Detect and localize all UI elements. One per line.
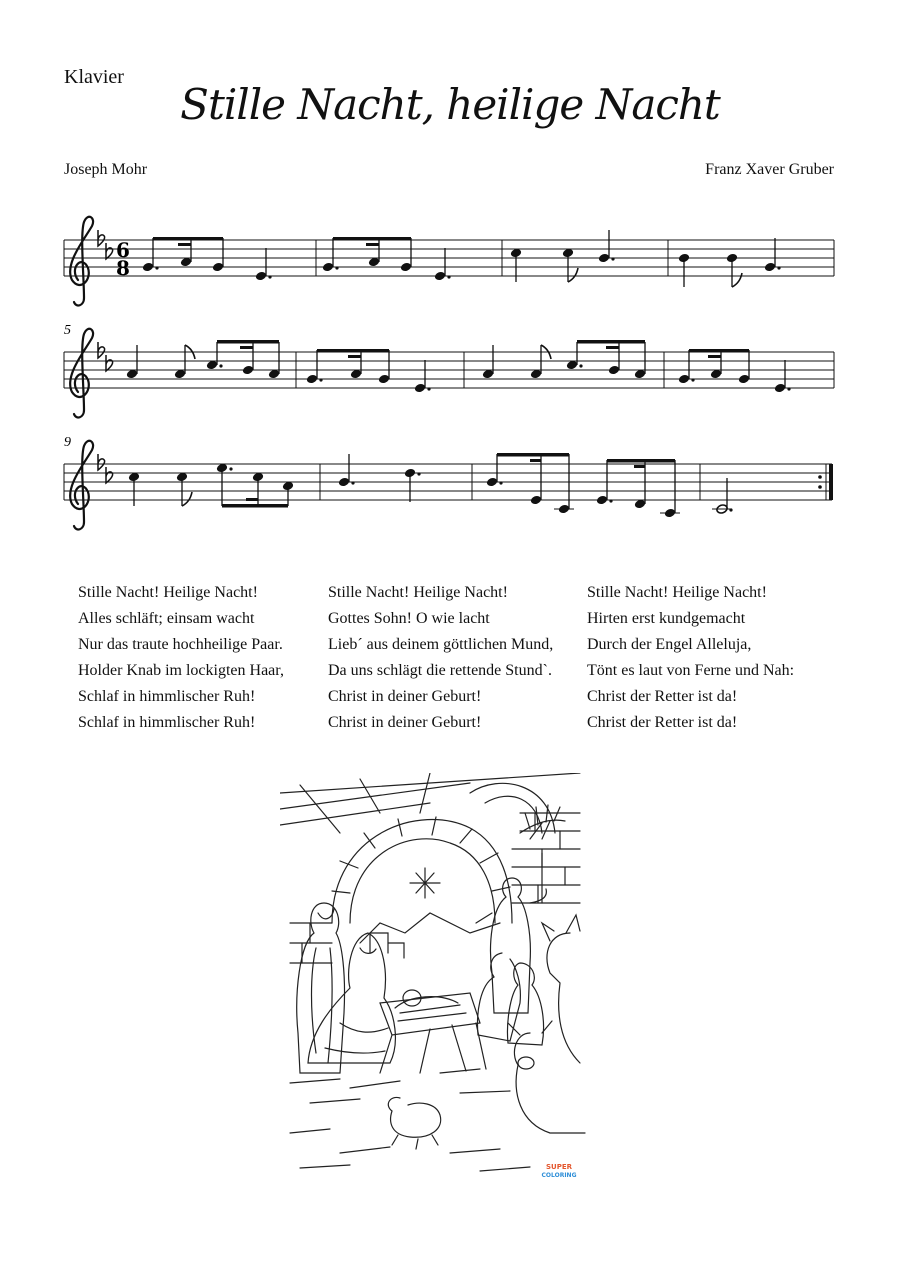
- measure-9: [128, 463, 294, 508]
- lyric-line: Gottes Sohn! O wie lacht: [328, 610, 490, 627]
- lyric-line: Stille Nacht! Heilige Nacht!: [78, 584, 258, 601]
- lyric-line: Schlaf in himmlischer Ruh!: [78, 688, 256, 705]
- lyricist-name: Joseph Mohr: [64, 161, 148, 178]
- measure-number-5: 5: [64, 323, 71, 338]
- nativity-illustration: [280, 773, 590, 1183]
- composer-name: Franz Xaver Gruber: [705, 161, 834, 178]
- staff-system-1: [64, 217, 834, 306]
- lyric-line: Nur das traute hochheilige Paar.: [78, 636, 283, 653]
- lyric-line: Durch der Engel Alleluja,: [587, 636, 752, 653]
- time-sig-bottom: 8: [116, 256, 130, 280]
- staff-system-2: [64, 323, 834, 417]
- lyric-line: Schlaf in himmlischer Ruh!: [78, 714, 256, 731]
- coloring-logo: [541, 1161, 576, 1179]
- svg-text:SUPER: SUPER: [545, 1163, 573, 1171]
- measure-8: [678, 349, 791, 393]
- lyric-line: Stille Nacht! Heilige Nacht!: [328, 584, 508, 601]
- measure-7: [482, 340, 646, 379]
- lyric-line: Stille Nacht! Heilige Nacht!: [587, 584, 767, 601]
- measure-11: [486, 453, 680, 518]
- lyrics-verse-2: [328, 580, 553, 736]
- measure-10: [338, 454, 421, 502]
- measure-number-9: 9: [64, 435, 71, 450]
- svg-text:COLORING: COLORING: [541, 1172, 577, 1179]
- time-sig-top: 6: [116, 238, 130, 262]
- lyric-line: Alles schläft; einsam wacht: [78, 610, 255, 627]
- instrument-label: Klavier: [64, 66, 124, 88]
- lyric-line: Christ in deiner Geburt!: [328, 714, 482, 731]
- song-title: Stille Nacht, heilige Nacht: [180, 80, 720, 129]
- measure-1: [142, 237, 272, 281]
- measure-3: [510, 230, 615, 282]
- lyric-line: Christ in deiner Geburt!: [328, 688, 482, 705]
- lyric-line: Christ der Retter ist da!: [587, 688, 738, 705]
- lyric-line: Tönt es laut von Ferne und Nah:: [587, 662, 795, 679]
- measure-12: [712, 478, 733, 514]
- lyrics-verse-1: [78, 580, 284, 736]
- measure-2: [322, 237, 451, 281]
- lyric-line: Lieb´ aus deinem göttlichen Mund,: [328, 636, 554, 653]
- lyric-line: Christ der Retter ist da!: [587, 714, 738, 731]
- measure-6: [306, 349, 431, 393]
- measure-5: [126, 340, 280, 379]
- lyric-line: Holder Knab im lockigten Haar,: [78, 662, 284, 679]
- lyric-line: Hirten erst kundgemacht: [587, 610, 746, 627]
- sheet-music: [0, 210, 900, 540]
- lyric-line: Da uns schlägt die rettende Stund`.: [328, 662, 552, 679]
- measure-4: [678, 238, 781, 287]
- lyrics-verse-3: [587, 580, 794, 736]
- staff-system-3: [64, 435, 833, 529]
